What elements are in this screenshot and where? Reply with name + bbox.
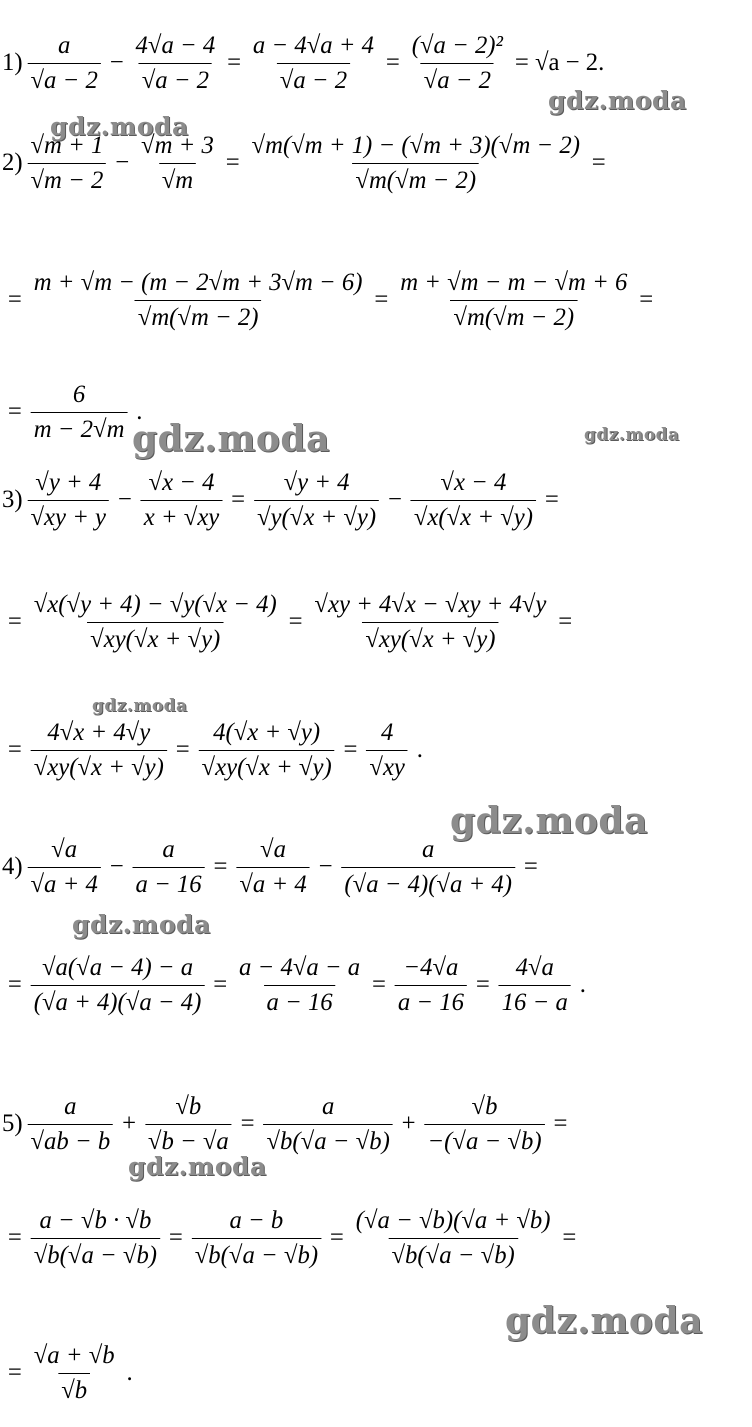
fraction [409,32,506,95]
denominator: √xy(√x + √y) [87,622,223,654]
problem-5-line-2 [0,1198,746,1278]
operator: − [387,486,402,513]
operator: − [117,486,132,513]
denominator: m − 2√m [31,412,128,444]
operator: − [109,49,124,76]
operator: − [115,149,130,176]
problem-label: 4) [1,853,23,880]
fraction [499,954,571,1017]
numerator: √y + 4 [283,468,350,496]
fraction [397,269,630,332]
fraction [28,32,101,95]
numerator: m + √m − m − √m + 6 [400,268,628,296]
numerator: √x − 4 [148,468,215,496]
denominator: √xy + y [28,500,109,532]
denominator: √y(√x + √y) [254,500,379,532]
denominator: √b − √a [145,1124,232,1156]
operator: = [562,1224,577,1251]
fraction [31,269,366,332]
fraction [28,836,101,899]
operator: = [231,486,246,513]
problem-5-line-1 [0,1084,746,1164]
fraction [31,591,280,654]
operator: = [240,1110,255,1137]
operator: = [639,286,654,313]
numerator: √m + 3 [141,131,214,159]
operator: = [168,1224,183,1251]
problem-5-line-3 [0,1333,746,1413]
denominator: (√a + 4)(√a − 4) [31,985,205,1017]
operator: = [225,149,240,176]
problem-3-line-1 [0,460,746,540]
watermark-logo: gdz.moda [584,425,680,445]
numerator: √b [175,1092,202,1120]
operator: = [329,1224,344,1251]
operator: = [7,286,22,313]
operator: = [544,486,559,513]
numerator: −4√a [403,953,459,981]
numerator: a [57,31,71,59]
fraction [31,954,205,1017]
denominator: (√a − 4)(√a + 4) [341,867,515,899]
denominator: √b [58,1373,90,1405]
denominator: √b(√a − √b) [264,1124,393,1156]
fraction [264,1093,393,1156]
operator: = [372,971,386,998]
operator: . [579,971,586,998]
watermark-logo: gdz.moda [128,1152,267,1181]
denominator: √m(√m − 2) [352,163,479,195]
operator: = [7,1224,22,1251]
fraction [133,32,219,95]
denominator: √m(√m − 2) [135,300,262,332]
numerator: m + √m − (m − 2√m + 3√m − 6) [33,268,363,296]
operator: = [475,971,490,998]
operator: = [7,971,22,998]
fraction [141,469,222,532]
problem-label: 5) [1,1110,23,1137]
numerator: √b [471,1092,498,1120]
denominator: √a − 2 [277,63,350,95]
operator: . [416,736,423,763]
numerator: √a [260,835,286,863]
watermark-logo: gdz.moda [92,696,188,716]
denominator: √x(√x + √y) [411,500,536,532]
watermark-logo: gdz.moda [72,910,211,939]
fraction [31,1207,160,1270]
operator: + [122,1110,137,1137]
problem-label: 2) [1,149,23,176]
watermark-logo: gdz.moda [132,418,330,460]
numerator: a [422,835,435,863]
numerator: a − √b · √b [39,1206,152,1234]
numerator: 4√a − 4 [135,31,216,59]
fraction [249,132,583,195]
numerator: a − 4√a + 4 [252,31,375,59]
watermark-logo: gdz.moda [505,1300,703,1342]
numerator: √x(√y + 4) − √y(√x − 4) [33,590,277,618]
fraction [133,836,205,899]
denominator: √a − 2 [421,63,494,95]
denominator: √b(√a − √b) [389,1238,518,1270]
operator: = [7,608,22,635]
operator: = [553,1110,568,1137]
denominator: √m [159,163,196,195]
denominator: √xy [366,750,407,782]
operator: = [213,853,228,880]
denominator: √a + 4 [236,867,309,899]
operator: = [7,398,22,425]
denominator: √m(√m − 2) [450,300,577,332]
numerator: 6 [72,380,86,408]
operator: = [558,608,573,635]
fraction [199,719,335,782]
fraction [31,719,167,782]
watermark-logo: gdz.moda [50,112,189,141]
numerator: a [162,835,175,863]
fraction [366,719,407,782]
numerator: a − 4√a − a [239,953,361,981]
denominator: √xy(√x + √y) [199,750,335,782]
denominator: √m − 2 [28,163,107,195]
fraction [192,1207,321,1270]
problem-3-line-3 [0,710,746,790]
operator: + [401,1110,416,1137]
fraction [425,1093,545,1156]
denominator: √a + 4 [28,867,101,899]
numerator: 4√x + 4√y [47,718,151,746]
fraction [353,1207,554,1270]
problem-2-line-2 [0,260,746,340]
watermark-logo: gdz.moda [450,800,648,842]
operator: = [175,736,190,763]
numerator: √xy + 4√x − √xy + 4√y [314,590,547,618]
denominator: a − 16 [264,985,336,1017]
denominator: √a − 2 [139,63,212,95]
numerator: √m + 1 [30,131,104,159]
operator: = [227,49,242,76]
fraction [145,1093,232,1156]
problem-4-line-2 [0,945,746,1025]
denominator: √xy(√x + √y) [31,750,167,782]
operator: − [109,853,124,880]
fraction [31,1342,118,1405]
denominator: −(√a − √b) [425,1124,545,1156]
denominator: a − 16 [133,867,205,899]
operator: = [385,49,400,76]
denominator: x + √xy [141,500,222,532]
numerator: √a + √b [33,1341,115,1369]
fraction [411,469,536,532]
numerator: a − b [229,1206,284,1234]
fraction [236,954,363,1017]
watermark-logo: gdz.moda [548,86,687,115]
operator: = √a − 2. [514,49,605,76]
problem-label: 3) [1,486,23,513]
fraction [254,469,379,532]
denominator: √a − 2 [28,63,101,95]
fraction [236,836,309,899]
fraction [395,954,467,1017]
fraction [28,469,109,532]
problem-3-line-2 [0,582,746,662]
denominator: a − 16 [395,985,467,1017]
operator: . [136,398,143,425]
problem-label: 1) [1,49,23,76]
numerator: √x − 4 [440,468,507,496]
fraction [31,381,128,444]
numerator: √a [51,835,78,863]
fraction [311,591,549,654]
operator: = [7,736,22,763]
numerator: (√a − 2)² [411,31,503,59]
numerator: (√a − √b)(√a + √b) [355,1206,551,1234]
operator: = [7,1359,22,1386]
fraction [341,836,515,899]
numerator: 4 [380,718,394,746]
numerator: a [321,1092,335,1120]
operator: = [591,149,606,176]
denominator: √b(√a − √b) [192,1238,321,1270]
numerator: √m(√m + 1) − (√m + 3)(√m − 2) [251,131,580,159]
fraction [28,1093,114,1156]
numerator: √y + 4 [35,468,102,496]
operator: = [343,736,358,763]
operator: = [213,971,228,998]
denominator: √ab − b [28,1124,114,1156]
denominator: 16 − a [499,985,571,1017]
denominator: √xy(√x + √y) [362,622,498,654]
operator: . [126,1359,133,1386]
operator: = [523,853,538,880]
fraction [250,32,377,95]
numerator: √a(√a − 4) − a [41,953,194,981]
operator: − [318,853,333,880]
operator: = [374,286,389,313]
numerator: a [64,1092,77,1120]
denominator: √b(√a − √b) [31,1238,160,1270]
operator: = [288,608,303,635]
numerator: 4(√x + √y) [213,718,321,746]
numerator: 4√a [515,953,554,981]
